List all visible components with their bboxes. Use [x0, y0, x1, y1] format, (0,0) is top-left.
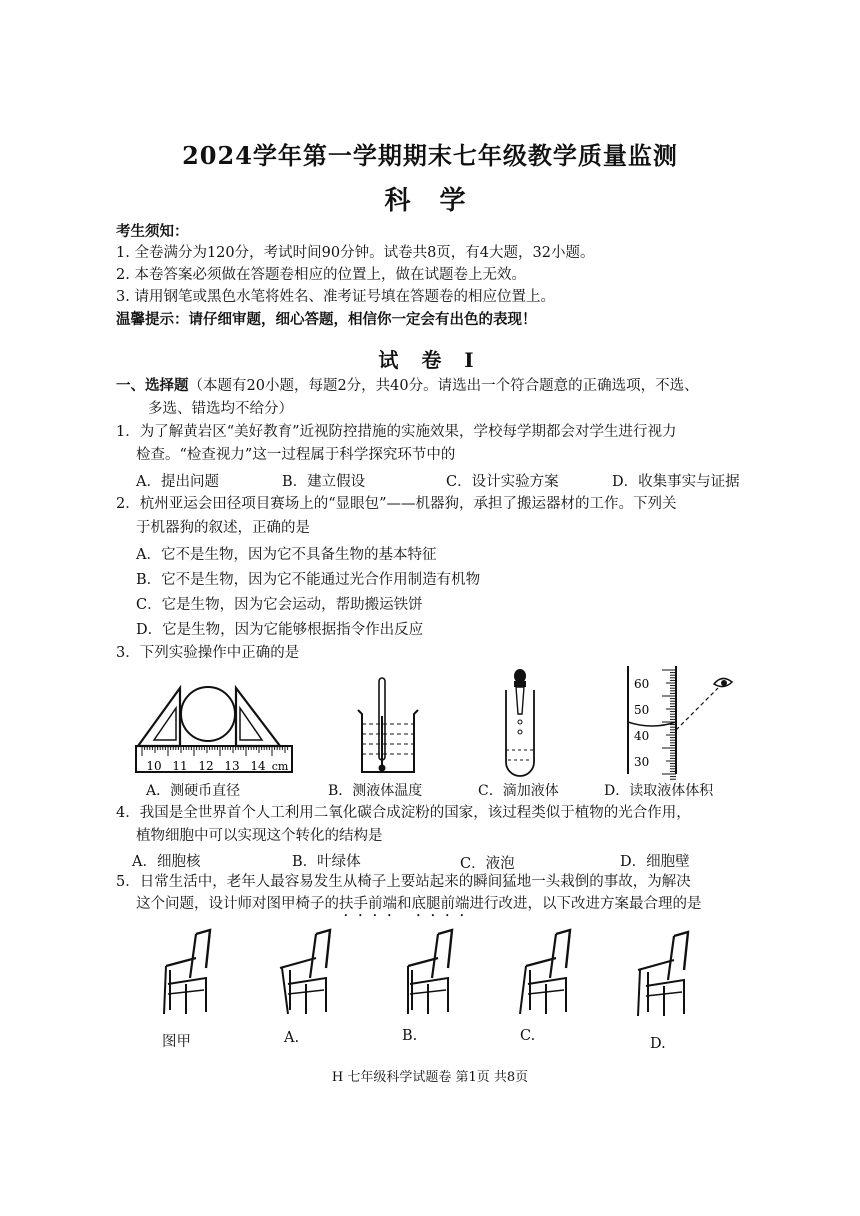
- ruler-label-cm: cm: [271, 760, 289, 773]
- q1-option-c: C．设计实验方案: [446, 474, 559, 490]
- q2-option-a: A．它不是生物，因为它不具备生物的基本特征: [136, 547, 437, 563]
- q1-option-a: A．提出问题: [136, 474, 219, 490]
- q3-option-c: C．滴加液体: [478, 783, 559, 799]
- notice-heading: 考生须知：: [116, 223, 189, 240]
- test-tube-shape: [506, 690, 534, 776]
- part-title: [116, 376, 699, 396]
- coin-shape: [181, 687, 235, 741]
- q3-option-a: A．测硬币直径: [146, 783, 241, 799]
- q5-emph-leg: 底腿前端: [411, 896, 470, 912]
- ruler-label-12: 12: [198, 759, 214, 773]
- page-title: 2024学年第一学期期末七年级教学质量监测: [182, 141, 678, 170]
- q3-figure-cylinder: [618, 664, 748, 776]
- q5-chair-a: [276, 928, 346, 1018]
- notice-item-3: 3. 请用钢笔或黑色水笔将姓名、准考证号填在答题卷的相应位置上。: [116, 289, 555, 305]
- q4-option-d: D．细胞壁: [620, 854, 690, 870]
- q4-option-a: A．细胞核: [132, 854, 201, 870]
- q1-stem-1: 1．为了解黄岩区“美好教育”近视防控措施的实施效果，学校每学期都会对学生进行视力: [116, 424, 677, 440]
- q1-stem-2: 检查。“检查视力”这一过程属于科学探究环节中的: [136, 447, 456, 463]
- q3-figure-thermometer: [352, 676, 422, 776]
- part-desc-1: （本题有20小题，每题2分，共40分。请选出一个符合题意的正确选项，不选、: [188, 378, 699, 394]
- cylinder-label-40: 40: [634, 729, 650, 743]
- q2-stem-2: 于机器狗的叙述，正确的是: [136, 520, 310, 536]
- q5-chair-b: [398, 928, 468, 1018]
- q2-option-c: C．它是生物，因为它会运动，帮助搬运铁饼: [136, 597, 423, 613]
- q5-label-d: D.: [650, 1036, 666, 1052]
- q5-stem-pre: 这个问题，设计师对图甲椅子的: [136, 896, 339, 912]
- q4-option-b: B．叶绿体: [292, 854, 361, 870]
- page-footer: H 七年级科学试题卷 第1页 共8页: [331, 1070, 529, 1085]
- q1-option-b: B．建立假设: [282, 474, 366, 490]
- dropper-bulb-shape: [514, 669, 526, 683]
- q4-stem-1: 4．我国是全世界首个人工利用二氧化碳合成淀粉的国家，该过程类似于植物的光合作用，: [116, 805, 691, 821]
- q3-figure-dropper: [500, 668, 550, 778]
- q5-chair-d: [634, 930, 704, 1020]
- q5-stem-2: [136, 894, 702, 920]
- right-triangle-shape: [236, 688, 280, 746]
- q5-label-original: 图甲: [162, 1034, 191, 1050]
- cylinder-label-60: 60: [634, 677, 650, 691]
- q5-stem-post: 进行改进，以下改进方案最合理的是: [469, 896, 702, 912]
- cylinder-label-50: 50: [634, 703, 650, 717]
- q3-figure-ruler: [134, 680, 294, 775]
- cylinder-label-30: 30: [634, 755, 650, 769]
- notice-item-1: 1. 全卷满分为120分，考试时间90分钟。试卷共8页，有4大题，32小题。: [116, 245, 595, 261]
- ruler-label-11: 11: [172, 759, 188, 773]
- q4-stem-2: 植物细胞中可以实现这个转化的结构是: [136, 828, 383, 844]
- q2-option-d: D．它是生物，因为它能够根据指令作出反应: [136, 622, 424, 638]
- q5-stem-mid: 和: [397, 896, 412, 912]
- section-heading: 试 卷 Ⅰ: [378, 348, 482, 372]
- part-desc-2: 多选、错选均不给分）: [148, 401, 293, 417]
- q5-label-c: C.: [520, 1028, 536, 1044]
- left-triangle-shape: [138, 688, 180, 746]
- q3-option-d: D．读取液体体积: [604, 783, 714, 799]
- part-title-bold: 一、选择题: [116, 377, 189, 394]
- notice-tip: 温馨提示：请仔细审题，细心答题，相信你一定会有出色的表现！: [116, 311, 537, 328]
- q2-option-b: B．它不是生物，因为它不能通过光合作用制造有机物: [136, 572, 481, 588]
- q5-chair-c: [516, 928, 586, 1018]
- notice-item-2: 2. 本卷答案必须做在答题卷相应的位置上，做在试题卷上无效。: [116, 267, 526, 283]
- ruler-label-13: 13: [224, 759, 240, 773]
- q5-label-a: A.: [284, 1030, 300, 1046]
- q1-option-d: D．收集事实与证据: [612, 474, 740, 490]
- q5-label-b: B.: [402, 1028, 418, 1044]
- q5-stem-1: 5．日常生活中，老年人最容易发生从椅子上要站起来的瞬间猛地一头栽倒的事故，为解决: [116, 874, 691, 890]
- q3-stem: 3．下列实验操作中正确的是: [116, 645, 300, 661]
- q2-stem-1: 2．杭州亚运会田径项目赛场上的“显眼包”——机器狗，承担了搬运器材的工作。下列关: [116, 496, 677, 512]
- ruler-label-10: 10: [146, 759, 162, 773]
- q3-option-b: B．测液体温度: [328, 783, 423, 799]
- q5-emph-armrest: 扶手前端: [339, 896, 397, 912]
- ruler-label-14: 14: [250, 759, 266, 773]
- q5-chair-original: [156, 928, 226, 1018]
- subject-title: 科 学: [384, 186, 476, 216]
- q4-option-c: C．液泡: [460, 856, 515, 872]
